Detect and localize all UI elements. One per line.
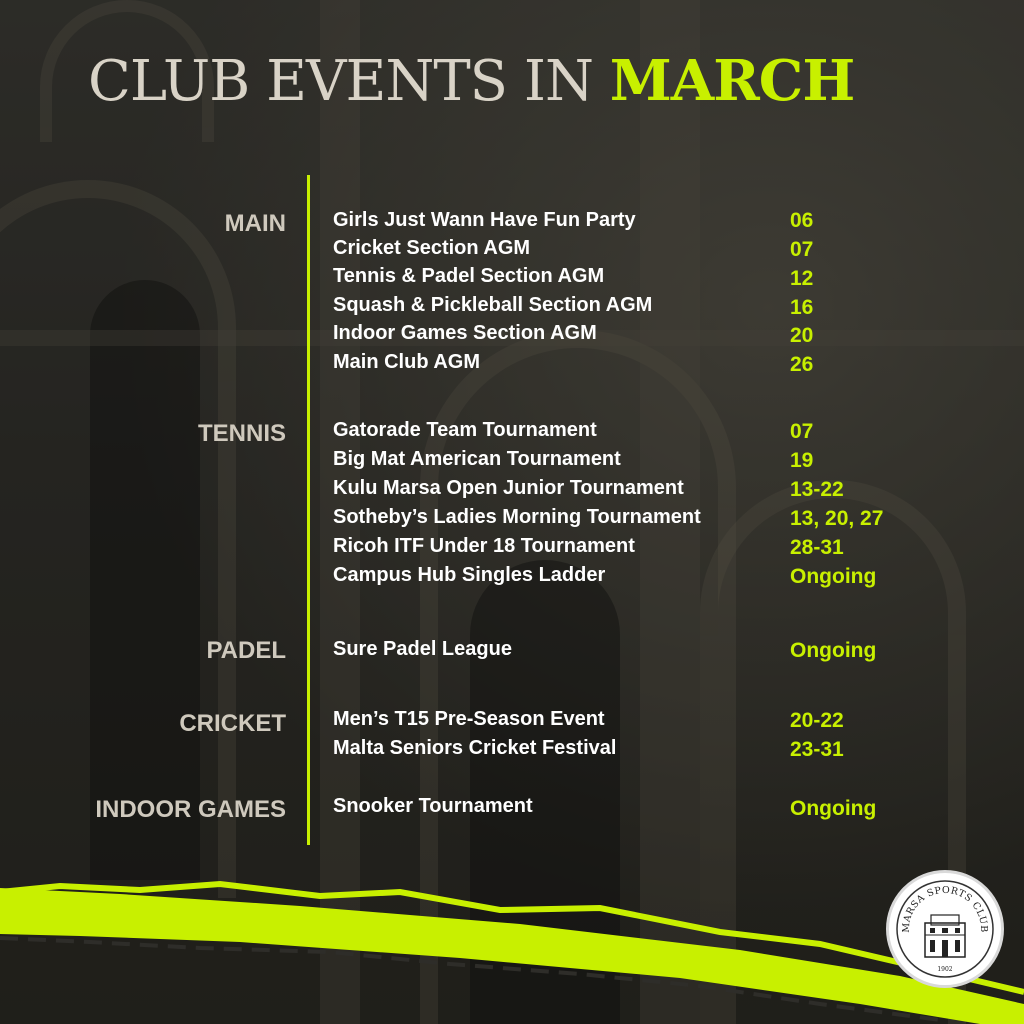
event-name: Cricket Section AGM — [333, 237, 531, 259]
event-date: 16 — [790, 296, 814, 319]
clubhouse-building-icon — [889, 873, 1001, 985]
event-name: Snooker Tournament — [333, 795, 533, 817]
event-date: 26 — [790, 353, 814, 376]
event-date: Ongoing — [790, 565, 877, 588]
page-title — [88, 48, 854, 114]
event-name: Ricoh ITF Under 18 Tournament — [333, 535, 635, 557]
event-date: 20-22 — [790, 709, 844, 732]
category-padel: PADEL — [206, 637, 286, 664]
title-month: MARCH — [609, 48, 855, 114]
svg-text:MARSA SPORTS CLUB: MARSA SPORTS CLUB — [900, 884, 990, 933]
event-date: 06 — [790, 209, 814, 232]
event-date: 07 — [790, 238, 814, 261]
category-cricket: CRICKET — [179, 710, 286, 737]
event-name: Gatorade Team Tournament — [333, 419, 597, 441]
event-name: Girls Just Wann Have Fun Party — [333, 209, 636, 231]
event-date: 19 — [790, 449, 814, 472]
category-indoor-games: INDOOR GAMES — [95, 796, 286, 823]
event-name: Indoor Games Section AGM — [333, 322, 597, 344]
event-date: 13, 20, 27 — [790, 507, 884, 530]
event-date: 28-31 — [790, 536, 844, 559]
event-date: 13-22 — [790, 478, 844, 501]
event-name: Kulu Marsa Open Junior Tournament — [333, 477, 684, 499]
event-name: Tennis & Padel Section AGM — [333, 265, 605, 287]
event-name: Main Club AGM — [333, 351, 481, 373]
event-name: Squash & Pickleball Section AGM — [333, 294, 653, 316]
club-logo — [886, 870, 1004, 988]
title-main: CLUB EVENTS IN — [88, 49, 593, 114]
event-name: Men’s T15 Pre-Season Event — [333, 708, 605, 730]
event-date: 07 — [790, 420, 814, 443]
event-name: Big Mat American Tournament — [333, 448, 621, 470]
category-main: MAIN — [224, 210, 286, 237]
event-date: 12 — [790, 267, 814, 290]
event-name: Malta Seniors Cricket Festival — [333, 737, 617, 759]
event-date: 23-31 — [790, 738, 844, 761]
event-date: Ongoing — [790, 797, 877, 820]
event-name: Campus Hub Singles Ladder — [333, 564, 606, 586]
vertical-divider — [307, 175, 310, 845]
event-date: Ongoing — [790, 639, 877, 662]
brush-stroke — [0, 880, 1024, 1024]
event-name: Sotheby’s Ladies Morning Tournament — [333, 506, 701, 528]
event-date: 20 — [790, 324, 814, 347]
category-tennis: TENNIS — [197, 420, 286, 447]
event-name: Sure Padel League — [333, 638, 512, 660]
svg-text:1902: 1902 — [937, 966, 953, 973]
